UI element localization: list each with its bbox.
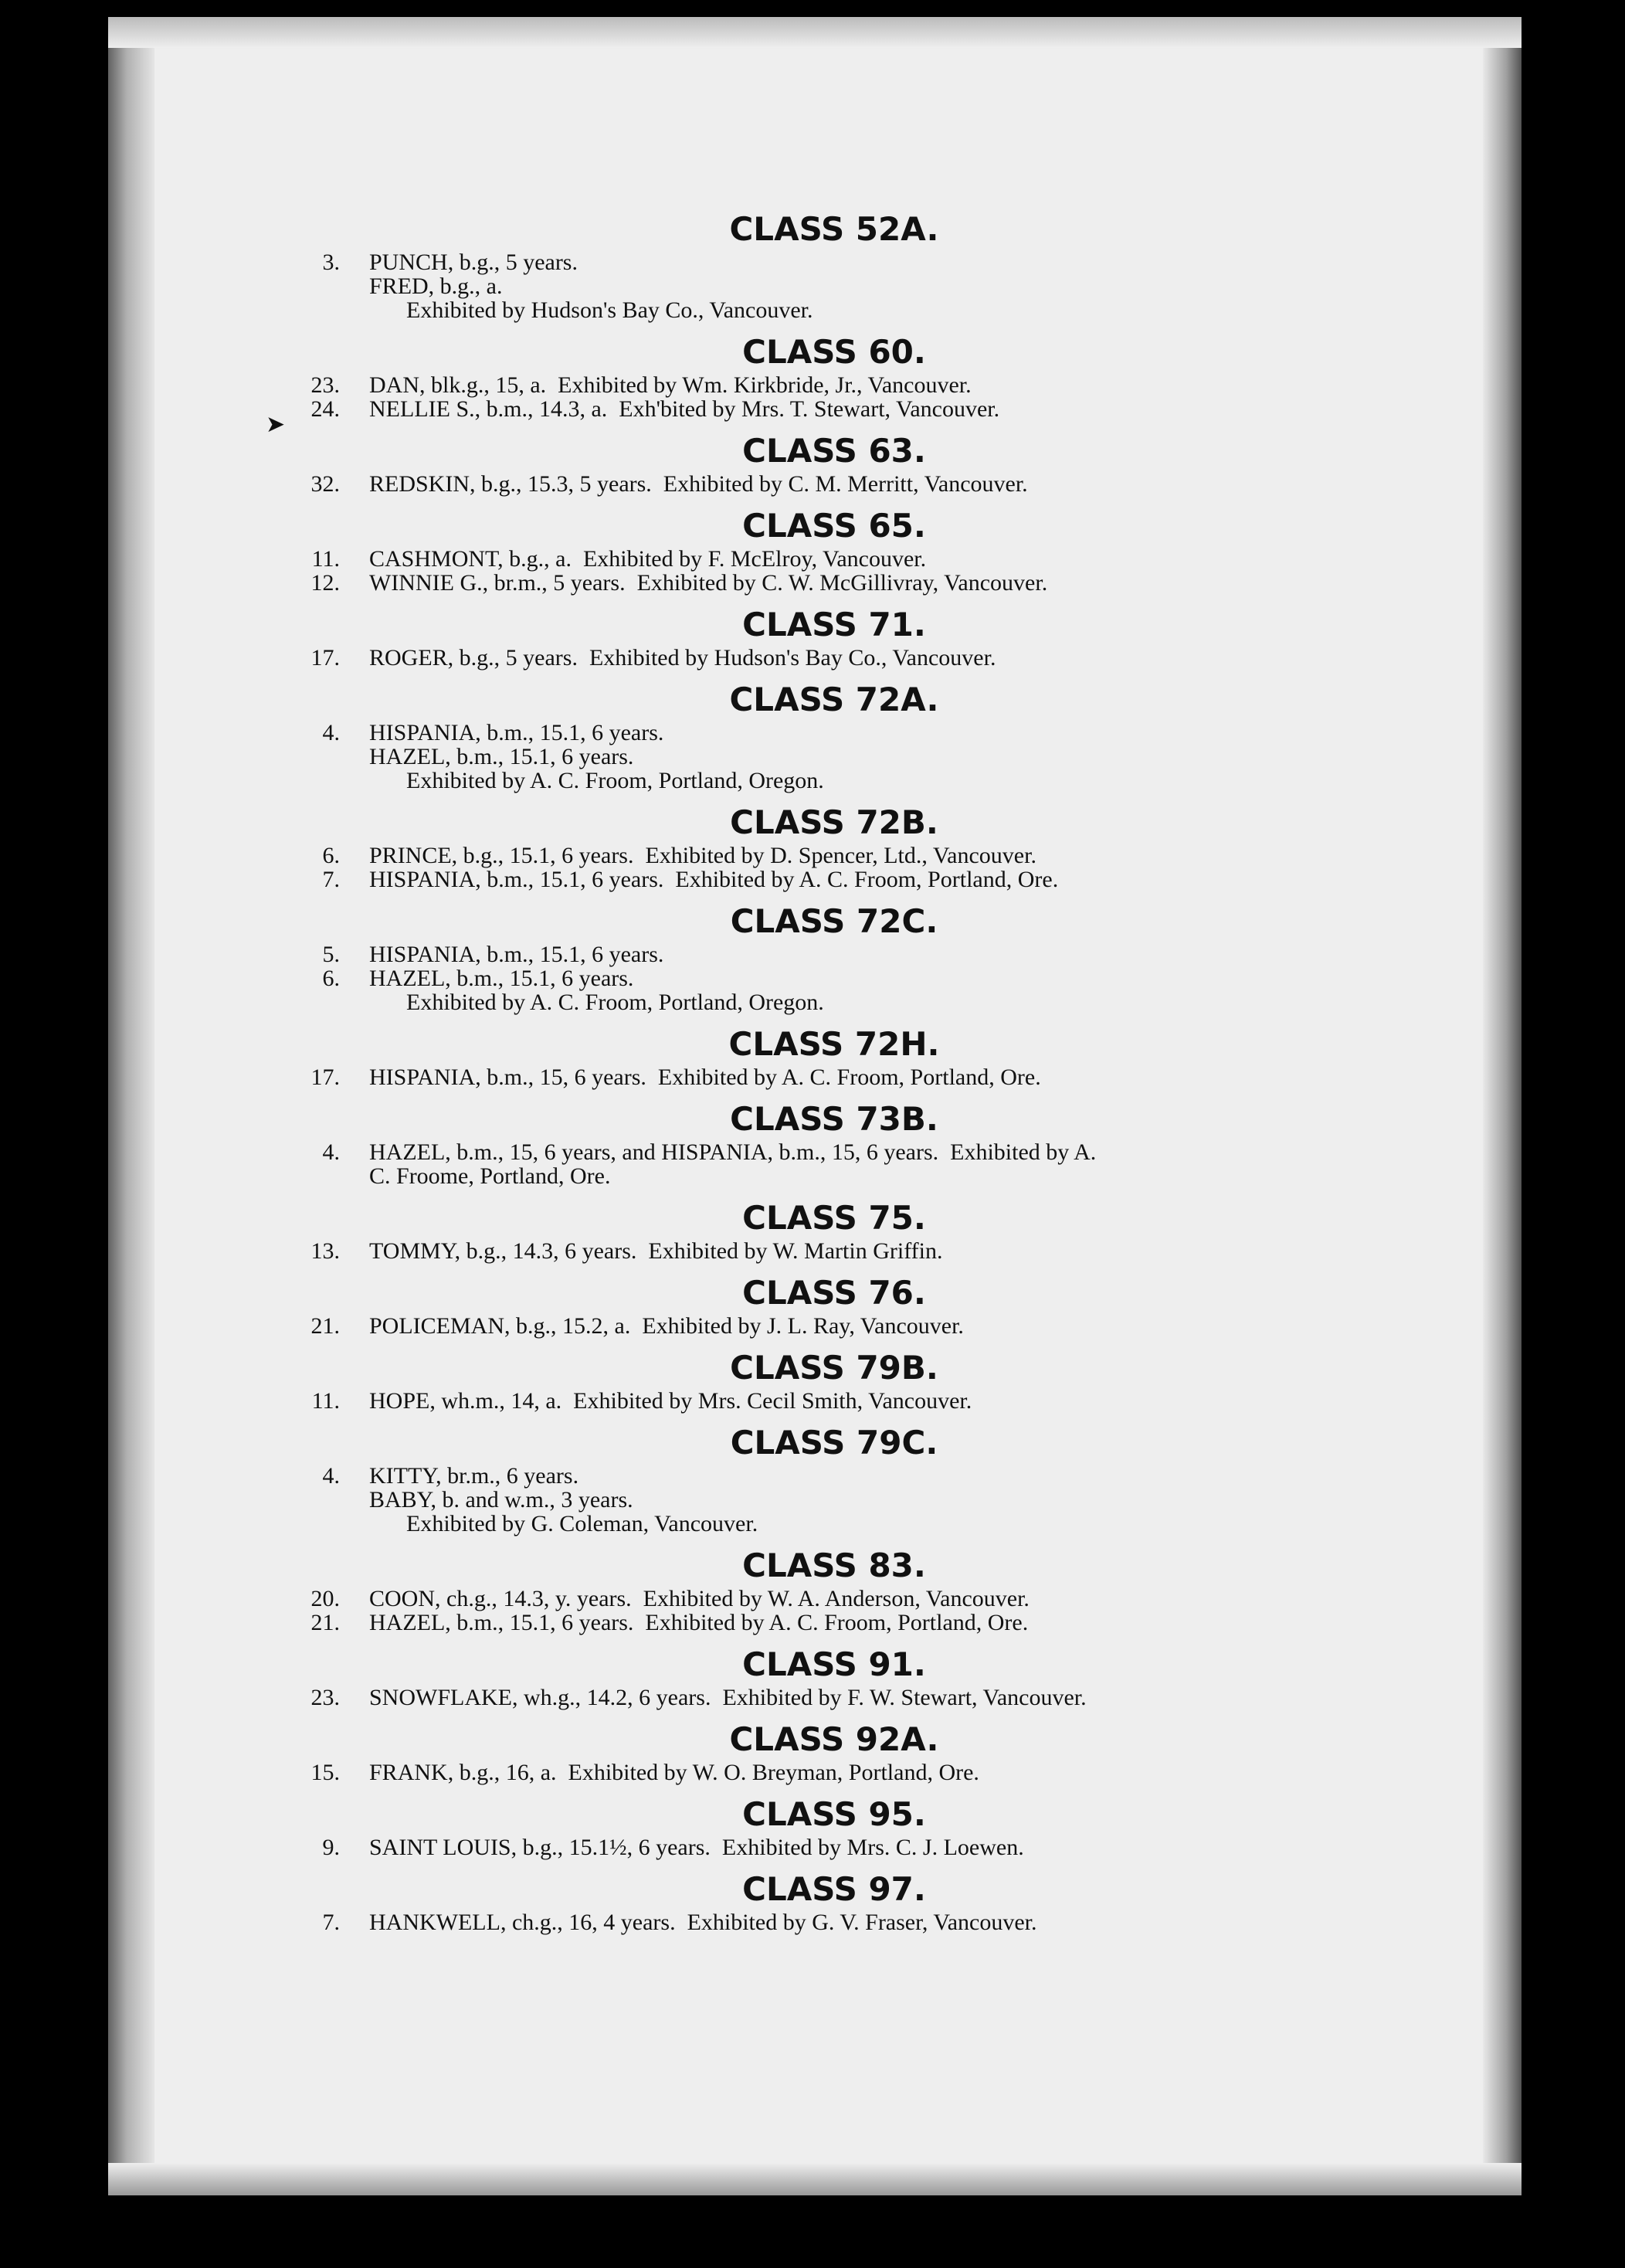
- entry-text: REDSKIN, b.g., 15.3, 5 years. Exhibited by C. M. Merritt, Vancouver.: [369, 471, 1028, 497]
- entry-row: [293, 966, 1375, 990]
- entry-number: 15.: [310, 1760, 340, 1785]
- entry-row: [293, 373, 1375, 397]
- entry-number: 4.: [322, 1463, 340, 1489]
- entry-number: 7.: [322, 1910, 340, 1935]
- entry-row: [293, 1488, 1375, 1512]
- entry-text: PUNCH, b.g., 5 years.: [369, 250, 578, 275]
- entry-text: HOPE, wh.m., 14, a. Exhibited by Mrs. Cecil Smith, Vancouver.: [369, 1388, 972, 1414]
- entry-text: KITTY, br.m., 6 years.: [369, 1463, 579, 1489]
- class-heading: CLASS 83.: [742, 1547, 926, 1584]
- class-heading: CLASS 92A.: [729, 1720, 939, 1758]
- entry-number: 4.: [322, 1139, 340, 1165]
- entry-number: 7.: [322, 867, 340, 892]
- class-section: [293, 1719, 1375, 1794]
- entry-row: [293, 721, 1375, 745]
- entry-number: 11.: [311, 1388, 340, 1414]
- entry-row: [293, 571, 1375, 595]
- class-section: [293, 505, 1375, 604]
- entry-row: [293, 1140, 1375, 1164]
- exhibitor-line: Exhibited by A. C. Froom, Portland, Oregon.: [406, 990, 824, 1015]
- entry-row: [293, 745, 1375, 769]
- entry-row: [293, 1686, 1375, 1709]
- class-section: [293, 1422, 1375, 1545]
- entry-text: FRANK, b.g., 16, a. Exhibited by W. O. Breyman, Portland, Ore.: [369, 1760, 979, 1785]
- entry-row: [293, 1464, 1375, 1488]
- class-section: [293, 1197, 1375, 1272]
- entry-number: [293, 274, 340, 298]
- entry-row: [293, 1910, 1375, 1934]
- class-section: [293, 209, 1375, 331]
- class-section: [293, 1644, 1375, 1719]
- class-heading: CLASS 72H.: [728, 1025, 940, 1063]
- exhibitor-line: Exhibited by A. C. Froom, Portland, Oregon.: [406, 768, 824, 793]
- entry-number: 17.: [310, 645, 340, 671]
- entry-number: 23.: [310, 1685, 340, 1710]
- entry-text: ROGER, b.g., 5 years. Exhibited by Hudson's Bay Co., Vancouver.: [369, 645, 996, 671]
- entry-number: 21.: [310, 1610, 340, 1635]
- entry-text: HISPANIA, b.m., 15, 6 years. Exhibited by A. C. Froom, Portland, Ore.: [369, 1064, 1041, 1090]
- entry-text: POLICEMAN, b.g., 15.2, a. Exhibited by J. L. Ray, Vancouver.: [369, 1313, 964, 1339]
- page-right-edge: [1483, 17, 1522, 2195]
- entry-number: 6.: [322, 843, 340, 868]
- entry-text: HANKWELL, ch.g., 16, 4 years. Exhibited by G. V. Fraser, Vancouver.: [369, 1910, 1037, 1935]
- class-section: [293, 1347, 1375, 1422]
- class-heading: CLASS 72A.: [729, 681, 939, 718]
- page-bottom-edge: [108, 2163, 1522, 2195]
- entry-row: [293, 250, 1375, 274]
- entry-continuation: C. Froome, Portland, Ore.: [369, 1163, 611, 1189]
- entry-row: [293, 1587, 1375, 1611]
- class-heading: CLASS 65.: [742, 507, 926, 545]
- entry-number: 12.: [310, 570, 340, 596]
- class-heading: CLASS 95.: [742, 1795, 926, 1833]
- entry-row: [293, 274, 1375, 298]
- class-heading: CLASS 76.: [742, 1274, 926, 1312]
- exhibitor-line: Exhibited by G. Coleman, Vancouver.: [406, 1511, 758, 1536]
- class-heading: CLASS 91.: [742, 1645, 926, 1683]
- entry-row: [293, 844, 1375, 867]
- page-left-edge: [108, 17, 154, 2195]
- entry-number: 17.: [310, 1064, 340, 1090]
- entry-number: [293, 1488, 340, 1512]
- entry-number: 21.: [310, 1313, 340, 1339]
- entry-row: [293, 472, 1375, 496]
- class-heading: CLASS 73B.: [730, 1100, 938, 1138]
- entry-number: 11.: [311, 546, 340, 572]
- entry-text: TOMMY, b.g., 14.3, 6 years. Exhibited by W. Martin Griffin.: [369, 1238, 943, 1264]
- class-section: [293, 1545, 1375, 1644]
- entry-row: [293, 1239, 1375, 1263]
- entry-text: FRED, b.g., a.: [369, 273, 503, 299]
- entry-number: 9.: [322, 1835, 340, 1860]
- entry-row: [293, 397, 1375, 421]
- entry-text: HISPANIA, b.m., 15.1, 6 years. Exhibited by A. C. Froom, Portland, Ore.: [369, 867, 1059, 892]
- entry-text: HAZEL, b.m., 15.1, 6 years.: [369, 966, 634, 991]
- class-section: [293, 802, 1375, 901]
- entry-text: WINNIE G., br.m., 5 years. Exhibited by C. W. McGillivray, Vancouver.: [369, 570, 1048, 596]
- class-heading: CLASS 97.: [742, 1870, 926, 1908]
- exhibitor-line: Exhibited by Hudson's Bay Co., Vancouver.: [406, 297, 813, 323]
- entry-row: [293, 646, 1375, 670]
- class-heading: CLASS 60.: [742, 333, 926, 371]
- entry-number: 20.: [310, 1586, 340, 1611]
- entry-text: COON, ch.g., 14.3, y. years. Exhibited by W. A. Anderson, Vancouver.: [369, 1586, 1030, 1611]
- entry-row: [293, 1389, 1375, 1413]
- entry-text: NELLIE S., b.m., 14.3, a. Exh'bited by Mrs. T. Stewart, Vancouver.: [369, 396, 1000, 422]
- class-listing: [293, 209, 1375, 1944]
- class-heading: CLASS 72B.: [730, 803, 938, 841]
- margin-mark-arrow-icon: ➤: [266, 411, 286, 438]
- entry-text: HAZEL, b.m., 15.1, 6 years.: [369, 744, 634, 769]
- class-section: [293, 430, 1375, 505]
- entry-row: [293, 942, 1375, 966]
- entry-row: [293, 547, 1375, 571]
- entry-row: [293, 1760, 1375, 1784]
- entry-number: 23.: [310, 372, 340, 398]
- entry-text: CASHMONT, b.g., a. Exhibited by F. McElroy, Vancouver.: [369, 546, 927, 572]
- entry-number: 32.: [310, 471, 340, 497]
- entry-text: BABY, b. and w.m., 3 years.: [369, 1487, 633, 1513]
- class-section: [293, 331, 1375, 430]
- class-heading: CLASS 75.: [742, 1199, 926, 1237]
- entry-number: 4.: [322, 720, 340, 745]
- entry-number: [293, 745, 340, 769]
- class-section: [293, 1098, 1375, 1197]
- page-top-edge: [108, 17, 1522, 48]
- class-heading: CLASS 63.: [742, 432, 926, 470]
- entry-text: HISPANIA, b.m., 15.1, 6 years.: [369, 942, 664, 967]
- entry-text: PRINCE, b.g., 15.1, 6 years. Exhibited by D. Spencer, Ltd., Vancouver.: [369, 843, 1036, 868]
- entry-row: [293, 867, 1375, 891]
- entry-number: 24.: [310, 396, 340, 422]
- entry-text: DAN, blk.g., 15, a. Exhibited by Wm. Kirkbride, Jr., Vancouver.: [369, 372, 972, 398]
- entry-row: [293, 1065, 1375, 1089]
- class-section: [293, 901, 1375, 1024]
- entry-row: [293, 1835, 1375, 1859]
- entry-number: 3.: [322, 250, 340, 275]
- class-section: [293, 1024, 1375, 1098]
- entry-row: [293, 1611, 1375, 1635]
- entry-row: [293, 1314, 1375, 1338]
- class-section: [293, 1869, 1375, 1944]
- class-heading: CLASS 79B.: [730, 1349, 938, 1387]
- class-heading: CLASS 52A.: [729, 210, 939, 248]
- entry-text: HISPANIA, b.m., 15.1, 6 years.: [369, 720, 664, 745]
- class-section: [293, 604, 1375, 679]
- entry-text: HAZEL, b.m., 15.1, 6 years. Exhibited by A. C. Froom, Portland, Ore.: [369, 1610, 1029, 1635]
- class-section: [293, 1272, 1375, 1347]
- entry-number: 5.: [322, 942, 340, 967]
- class-section: [293, 1794, 1375, 1869]
- entry-number: 6.: [322, 966, 340, 991]
- entry-text: SAINT LOUIS, b.g., 15.1½, 6 years. Exhibited by Mrs. C. J. Loewen.: [369, 1835, 1024, 1860]
- class-heading: CLASS 79C.: [730, 1424, 938, 1462]
- entry-text: SNOWFLAKE, wh.g., 14.2, 6 years. Exhibited by F. W. Stewart, Vancouver.: [369, 1685, 1087, 1710]
- entry-text: HAZEL, b.m., 15, 6 years, and HISPANIA, b.m., 15, 6 years. Exhibited by A.: [369, 1139, 1097, 1165]
- class-heading: CLASS 72C.: [730, 902, 938, 940]
- entry-number: 13.: [310, 1238, 340, 1264]
- class-heading: CLASS 71.: [742, 606, 926, 643]
- class-section: [293, 679, 1375, 802]
